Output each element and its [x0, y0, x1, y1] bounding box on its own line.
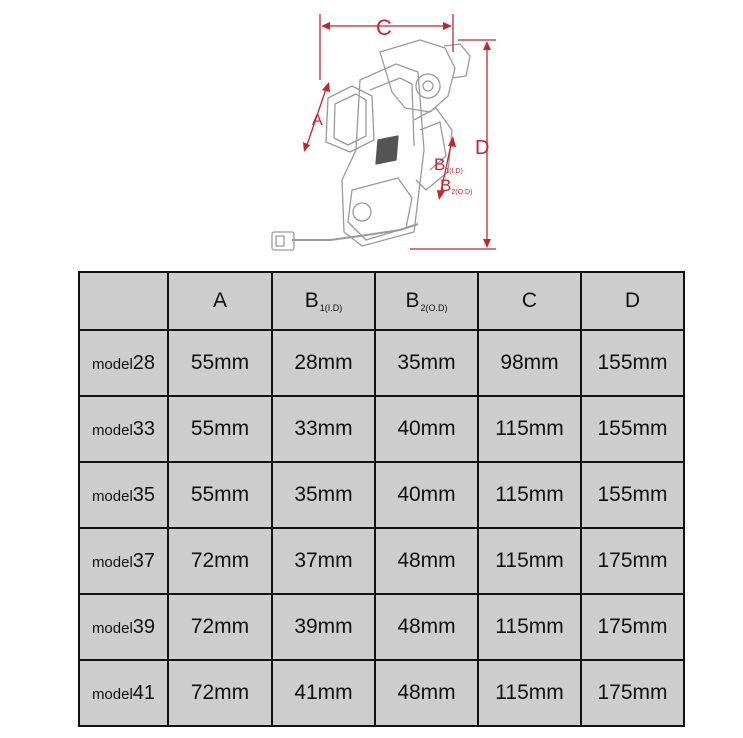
dimension-label-c: C: [376, 15, 392, 40]
cell-c: 115mm: [478, 528, 581, 594]
model-cell: model37: [79, 528, 168, 594]
cell-d: 175mm: [581, 660, 684, 726]
table-row: [79, 330, 684, 396]
cell-b2: 40mm: [375, 396, 478, 462]
header-c: C: [478, 272, 581, 330]
header-b2: B2(O.D): [375, 272, 478, 330]
cell-a: 55mm: [168, 462, 272, 528]
cell-a: 72mm: [168, 660, 272, 726]
cell-d: 175mm: [581, 594, 684, 660]
cell-b2: 48mm: [375, 528, 478, 594]
cell-c: 115mm: [478, 660, 581, 726]
cell-c: 115mm: [478, 594, 581, 660]
spec-table: [78, 271, 685, 727]
cell-a: 55mm: [168, 330, 272, 396]
table-row: [79, 528, 684, 594]
cell-a: 55mm: [168, 396, 272, 462]
cell-a: 72mm: [168, 528, 272, 594]
carburetor-line-art: [272, 40, 473, 250]
dimension-label-b2: B2(O.D): [440, 176, 473, 196]
cell-d: 155mm: [581, 462, 684, 528]
cell-b1: 28mm: [272, 330, 375, 396]
table-row: [79, 462, 684, 528]
cell-d: 155mm: [581, 330, 684, 396]
cell-c: 98mm: [478, 330, 581, 396]
model-cell: model39: [79, 594, 168, 660]
header-d: D: [581, 272, 684, 330]
table-row: [79, 396, 684, 462]
cell-d: 155mm: [581, 396, 684, 462]
table-header-row: [79, 272, 684, 330]
cell-b2: 48mm: [375, 594, 478, 660]
cell-c: 115mm: [478, 396, 581, 462]
header-corner: [79, 272, 168, 330]
dimension-label-a: A: [312, 112, 323, 129]
model-cell: model28: [79, 330, 168, 396]
cell-c: 115mm: [478, 462, 581, 528]
carburetor-diagram: [0, 0, 743, 270]
cell-b1: 41mm: [272, 660, 375, 726]
model-cell: model33: [79, 396, 168, 462]
dimension-label-b1: B1(I.D): [434, 155, 463, 175]
cell-b1: 37mm: [272, 528, 375, 594]
cell-a: 72mm: [168, 594, 272, 660]
cell-d: 175mm: [581, 528, 684, 594]
cell-b2: 35mm: [375, 330, 478, 396]
header-b1: B1(I.D): [272, 272, 375, 330]
dimension-label-d: D: [475, 137, 490, 159]
cell-b1: 33mm: [272, 396, 375, 462]
cell-b1: 39mm: [272, 594, 375, 660]
model-cell: model35: [79, 462, 168, 528]
table-row: [79, 594, 684, 660]
cell-b1: 35mm: [272, 462, 375, 528]
cell-b2: 48mm: [375, 660, 478, 726]
table-row: [79, 660, 684, 726]
dimension-lines: [303, 14, 496, 249]
header-a: A: [168, 272, 272, 330]
model-cell: model41: [79, 660, 168, 726]
cell-b2: 40mm: [375, 462, 478, 528]
